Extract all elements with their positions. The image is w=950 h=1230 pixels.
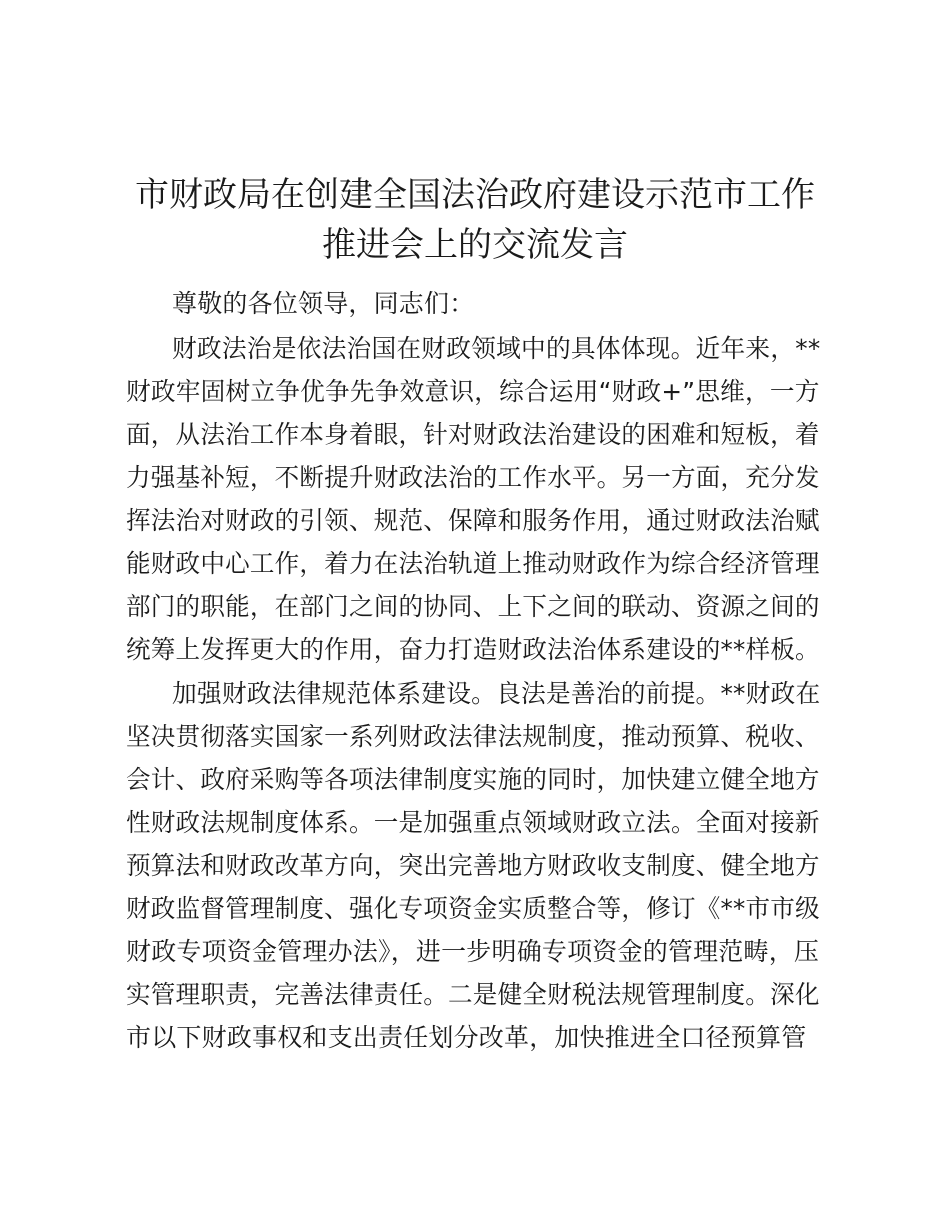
paragraph-1-line: 财政牢固树立争优争先争效意识，综合运用“财政+”思维，一方 (126, 377, 820, 406)
paragraph-2-line: 预算法和财政改革方向，突出完善地方财政收支制度、健全地方 (126, 851, 820, 880)
paragraph-1-line: 统筹上发挥更大的作用，奋力打造财政法治体系建设的**样板。 (126, 635, 820, 664)
paragraph-1-line: 挥法治对财政的引领、规范、保障和服务作用，通过财政法治赋 (126, 506, 820, 535)
paragraph-2-line: 加强财政法律规范体系建设。良法是善治的前提。**财政在 (172, 679, 821, 708)
paragraph-2-line: 财政监督管理制度、强化专项资金实质整合等，修订《**市市级 (126, 894, 820, 923)
salutation: 尊敬的各位领导，同志们： (172, 289, 475, 318)
title-line-1: 市财政局在创建全国法治政府建设示范市工作 (135, 175, 815, 215)
paragraph-1-line: 财政法治是依法治国在财政领域中的具体体现。近年来，** (172, 334, 821, 363)
paragraph-2-line: 实管理职责，完善法律责任。二是健全财税法规管理制度。深化 (126, 980, 820, 1009)
paragraph-2-line: 坚决贯彻落实国家一系列财政法律法规制度，推动预算、税收、 (126, 722, 820, 751)
paragraph-1-line: 面，从法治工作本身着眼，针对财政法治建设的困难和短板，着 (126, 420, 820, 449)
paragraph-2-line: 财政专项资金管理办法》，进一步明确专项资金的管理范畴，压 (126, 937, 820, 966)
paragraph-2-line: 会计、政府采购等各项法律制度实施的同时，加快建立健全地方 (126, 765, 820, 794)
paragraph-2-line: 市以下财政事权和支出责任划分改革，加快推进全口径预算管 (126, 1023, 807, 1052)
paragraph-1-line: 能财政中心工作，着力在法治轨道上推动财政作为综合经济管理 (126, 549, 820, 578)
paragraph-2-line: 性财政法规制度体系。一是加强重点领域财政立法。全面对接新 (126, 808, 820, 837)
paragraph-1-line: 力强基补短，不断提升财政法治的工作水平。另一方面，充分发 (126, 463, 820, 492)
paragraph-1-line: 部门的职能，在部门之间的协同、上下之间的联动、资源之间的 (126, 592, 820, 621)
title-line-2: 推进会上的交流发言 (322, 225, 628, 265)
